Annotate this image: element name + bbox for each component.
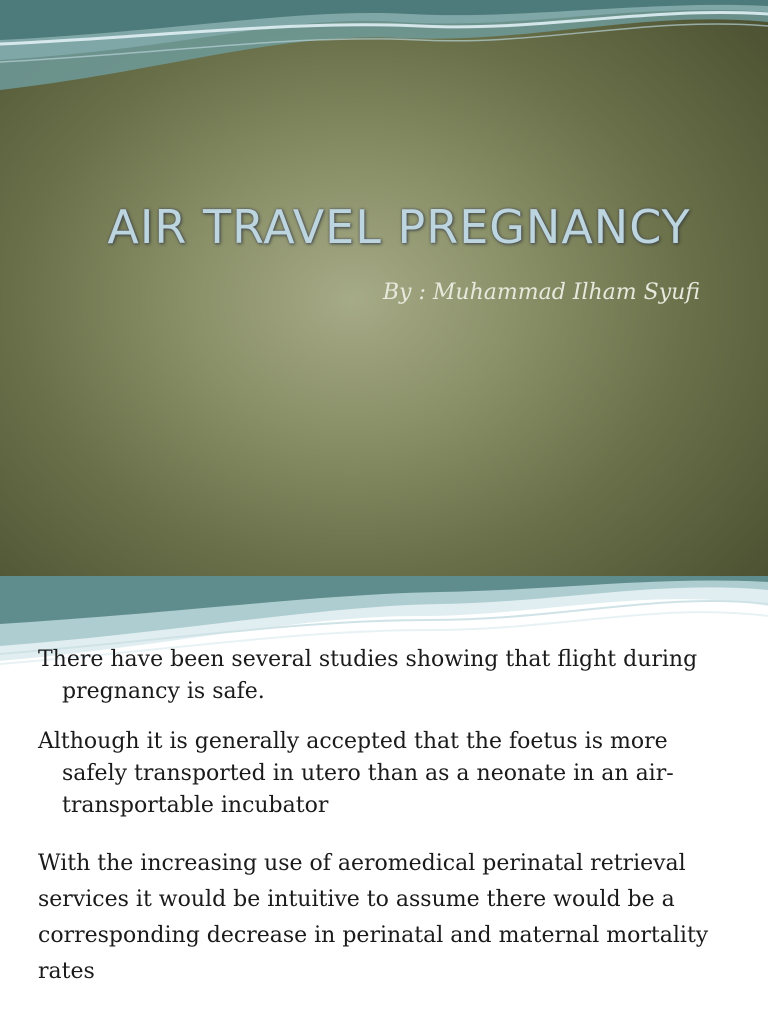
slide-title: AIR TRAVEL PREGNANCY	[107, 200, 691, 254]
paragraph-1: There have been several studies showing that flight during pregnancy is safe.	[38, 647, 698, 704]
decorative-wave-top	[0, 0, 768, 100]
paragraph-3: With the increasing use of aeromedical perinatal retrieval services it would be intuitive to assume there would be a corresponding decrease in perinatal and maternal mortality rates	[38, 851, 709, 984]
slide-body	[38, 644, 738, 990]
author-byline: By : Muhammad Ilham Syufi	[382, 280, 700, 305]
content-slide	[0, 576, 768, 1024]
paragraph-2: Although it is generally accepted that the foetus is more safely transported in utero than as a neonate in an air-transportable incubator	[38, 729, 674, 818]
